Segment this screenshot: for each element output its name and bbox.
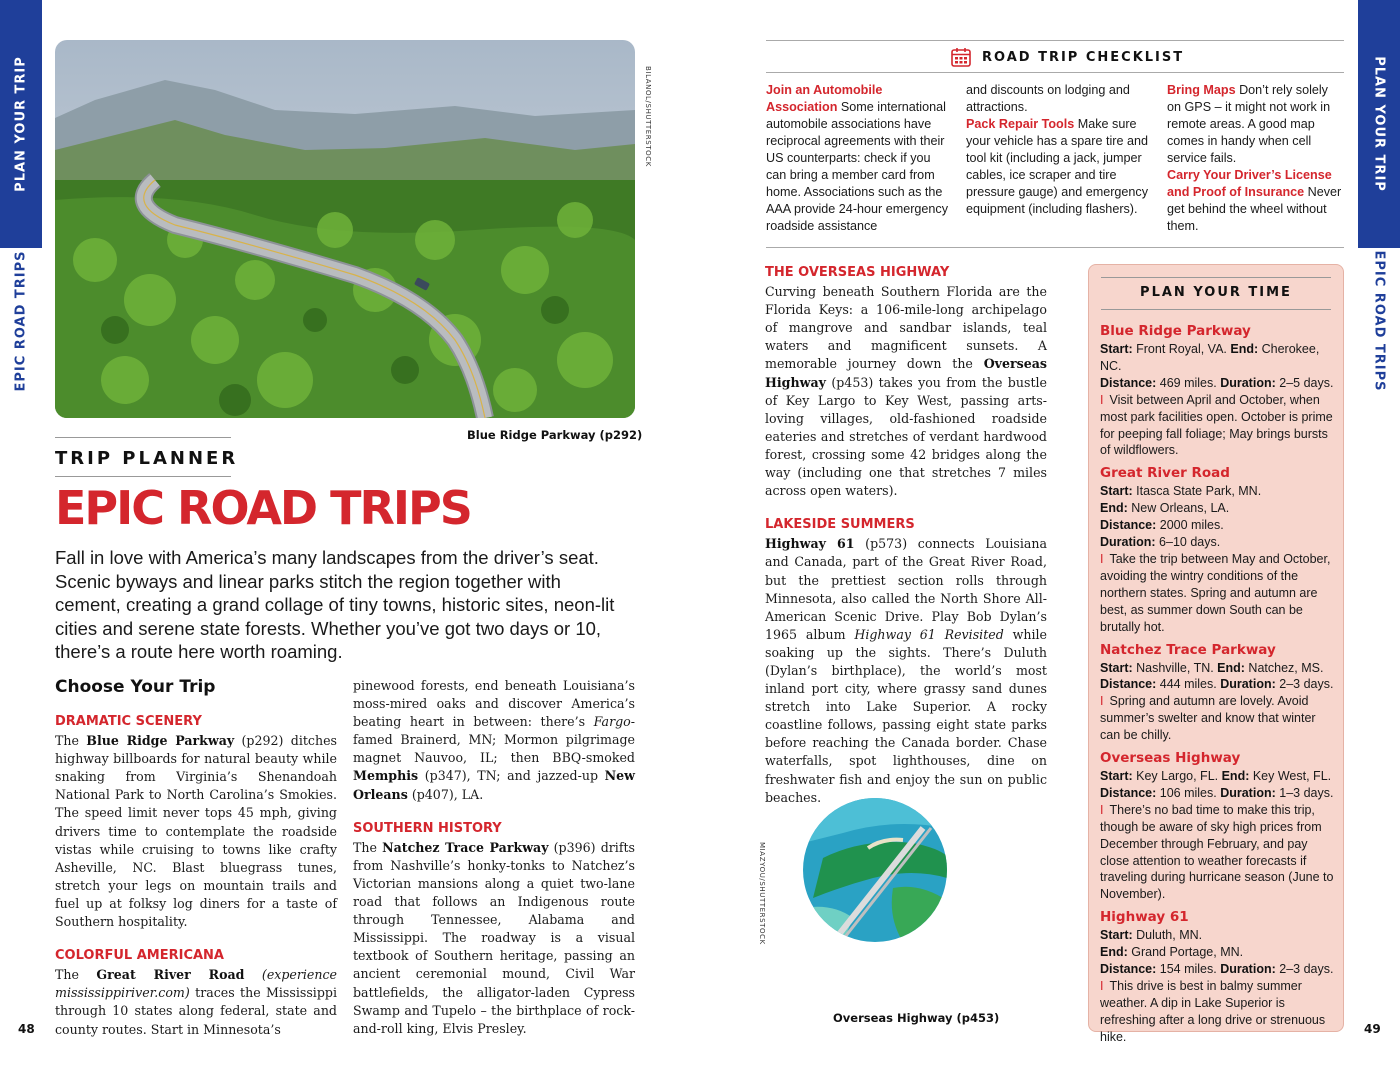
text: The [353,839,383,855]
album-title: Highway 61 Revisited [854,626,1004,642]
tab-label: PLAN YOUR TRIP [13,56,29,192]
text: (p347), TN; and jazzed-up [418,768,605,784]
tab-epic-road-trips-right [1358,248,1400,393]
value: Nashville, TN. [1132,660,1218,675]
page-title: EPIC ROAD TRIPS [55,481,471,535]
route-name: Great River Road [96,967,245,983]
plan-your-time-box [1088,264,1344,1044]
label: Distance: [1100,962,1157,977]
checklist-header [950,46,1184,68]
film-title: Fargo [593,714,631,730]
photo-blue-ridge-parkway [55,40,635,418]
label: End: [1100,501,1128,516]
choose-your-trip-heading: Choose Your Trip [55,677,216,697]
bullet-bar-icon: I [1100,694,1104,709]
subhead-dramatic-scenery: DRAMATIC SCENERY [55,714,202,729]
plan-entry [1100,321,1336,459]
tab-plan-your-trip-right [1358,0,1400,248]
plan-entry [1100,463,1336,635]
text: (p453) takes you from the bustle of Key Largo to Key West, passing arts-loving villages, old-fashioned roadside eateries and stretches of verdant hardwood forest, crossing some 42 bridges along the way (including one that stretches 7 miles across open waters). [765,374,1047,499]
plan-your-time-title: PLAN YOUR TIME [1140,285,1292,300]
tab-label: PLAN YOUR TRIP [1371,56,1387,192]
sidebar-rule-bottom [1101,309,1331,310]
place-name: Memphis [353,768,419,784]
text: (p292) ditches highway billboards for natural beauty while snaking from Virginia’s Shenandoah National Park to North Carolina’s Smokies. The speed limit never tops 45 mph, giving drivers time to contemplate the roadside vistas while cruising to towns like crafty Asheville, NC. Blast bluegrass tunes, stretch your legs on mountain trails and fuel up at folksy log diners for a taste of Southern hospitality. [55,733,337,930]
text: The [55,733,87,749]
tab-epic-road-trips-left [0,248,42,393]
text: Never get behind the wheel without them. [1167,185,1342,233]
value: Natchez, MS. [1244,660,1324,675]
keys-illustration [803,798,947,942]
text: Make sure your vehicle has a spare tire and tool kit (including a jack, jumper cables, ice scraper and tire pressure gauge) and emergency equipment (including flashers). [966,117,1149,216]
value: 106 miles. [1156,785,1221,800]
value: Grand Portage, MN. [1127,945,1244,960]
bullet-bar-icon: I [1100,802,1104,817]
plan-routes [1100,321,1336,1050]
value: Front Royal, VA. [1132,342,1231,356]
photo-caption-top: Blue Ridge Parkway (p292) [467,428,643,442]
value: Key West, FL. [1249,769,1332,784]
tab-label: EPIC ROAD TRIPS [1371,249,1387,392]
plan-entry [1100,907,1336,1045]
route-name: Highway 61 [765,536,855,552]
bullet-bar-icon: I [1100,392,1104,407]
value: 2–3 days. [1275,677,1334,692]
route-name: Overseas Highway [765,356,1047,390]
value: 469 miles. [1156,375,1221,390]
value: Duluth, MN. [1132,928,1203,943]
tab-label: EPIC ROAD TRIPS [13,249,29,392]
label: Start: [1100,769,1133,784]
label: End: [1230,342,1259,356]
column-1 [55,713,337,1039]
label: End: [1217,660,1245,675]
label: Distance: [1100,375,1157,390]
bullet-bar-icon: I [1100,979,1104,993]
route-title: Natchez Trace Parkway [1100,641,1276,658]
label: Duration: [1220,962,1276,977]
value: 6–10 days. [1155,535,1221,550]
website: (experience mississippiriver.com) [55,967,338,1001]
text: Some international automobile associations have reciprocal agreements with their US counterparts: check if you can bring a member card from home. Associations such as the AAA provide 24-hour emergency roadside assistance [766,100,949,233]
value: 2000 miles. [1156,518,1224,533]
column-3 [765,264,1047,807]
checklist-column-1 [766,82,949,235]
value: 154 miles. [1156,962,1221,977]
note: Spring and autumn are lovely. Avoid summer’s swelter and know that winter can be chilly. [1100,694,1316,743]
kicker-rule-bottom [55,476,231,477]
plan-entry [1100,640,1336,745]
text: while soaking up the sights. There’s Duluth (Dylan’s birthplace), the world’s most inland port city, where grassy sand dunes stretch into Lake Superior. A rocky coastline follows, passing eight state parks before reaching the Canada border. Chase waterfalls, spot lighthouses, dine on freshwater fish and enjoy the sun on public beaches. [765,626,1047,805]
photo-overseas-highway [803,798,947,942]
label: End: [1221,769,1250,784]
text: (p407), LA. [407,786,484,802]
note: Take the trip between May and October, avoiding the wintry conditions of the northern states. Spring and autumn are best, as summer down South can be brutally hot. [1100,551,1331,634]
checklist-item-heading: Join an Automobile Association [766,83,883,114]
intro-paragraph: Fall in love with America’s many landscapes from the driver’s seat. Scenic byways and linear parks stitch the region together with cement, creating a grand collage of tiny towns, historic sites, neon-lit cities and serene state forests. Whether you’ve got two days or 10, there’s a route here worth roaming. [55,547,615,662]
value: Cherokee, NC. [1100,342,1320,373]
subhead-overseas-highway: THE OVERSEAS HIGHWAY [765,265,950,280]
checklist-title: ROAD TRIP CHECKLIST [982,49,1185,65]
label: End: [1100,945,1128,960]
text: (p573) connects Louisiana and Canada, part of the Great River Road, but the prettiest section rolls through Minnesota, also called the North Shore All-American Scenic Drive. Play Bob Dylan’s 1965 album [765,536,1048,642]
text: traces the Mississippi through 10 states along federal, state and county routes. Start in Minnesota’s [55,985,337,1037]
value: Key Largo, FL. [1132,769,1222,784]
sidebar-rule-top [1101,277,1331,278]
label: Duration: [1220,677,1276,692]
photo-credit-top: BILANOL/SHUTTERSTOCK [644,66,652,167]
page-number-right: 49 [1364,1022,1381,1036]
label: Start: [1100,342,1133,356]
checklist-column-2 [966,82,1149,218]
route-title: Blue Ridge Parkway [1100,323,1251,339]
value: 2–3 days. [1275,962,1334,977]
route-title: Highway 61 [1100,909,1189,926]
label: Distance: [1100,677,1157,692]
text: and discounts on lodging and attractions. [966,83,1130,114]
route-title: Great River Road [1100,465,1230,482]
route-name: Natchez Trace Parkway [382,839,549,855]
checklist-rule-top [766,40,1344,41]
kicker: TRIP PLANNER [55,448,239,469]
parkway-illustration [55,40,635,418]
photo-credit-round: MIAZYOU/SHUTTERSTOCK [758,842,766,945]
text: Don’t rely solely on GPS – it might not work in remote areas. A good map comes in handy when cell service fails. [1167,83,1331,165]
plan-entry [1100,748,1336,903]
label: Start: [1100,484,1133,499]
checklist-item-heading: Pack Repair Tools [966,117,1075,131]
page-number-left: 48 [18,1022,35,1036]
text: The [55,967,97,983]
subhead-colorful-americana: COLORFUL AMERICANA [55,948,224,964]
value: New Orleans, LA. [1127,501,1230,516]
checklist-rule-bottom [766,247,1344,248]
value: Itasca State Park, MN. [1132,484,1262,499]
label: Distance: [1100,518,1157,533]
text: pinewood forests, end beneath Louisiana’s moss-mired oaks and discover America’s beating heart in between: there’s [353,678,635,730]
calendar-icon [950,46,972,68]
label: Duration: [1220,785,1276,800]
place-name: New Orleans [353,768,635,802]
label: Duration: [1220,375,1276,390]
bullet-bar-icon: I [1100,551,1104,566]
photo-caption-round: Overseas Highway (p453) [833,1011,1000,1025]
subhead-lakeside-summers: LAKESIDE SUMMERS [765,517,915,533]
note: This drive is best in balmy summer weather. A dip in Lake Superior is refreshing after a long drive or strenuous hike. [1100,979,1326,1044]
text: -famed Brainerd, MN; Mormon pilgrimage magnet Nauvoo, IL; then BBQ-smoked [353,714,635,766]
checklist-column-3 [1167,82,1343,235]
note: Visit between April and October, when most park facilities open. October is prime for peeping fall foliage; May brings bursts of wildflowers. [1100,392,1333,458]
checklist-item-heading: Carry Your Driver’s License and Proof of Insurance [1167,168,1332,199]
label: Duration: [1100,535,1156,550]
label: Distance: [1100,785,1157,800]
value: 2–5 days. [1275,375,1334,390]
route-title: Overseas Highway [1100,750,1241,767]
subhead-southern-history: SOUTHERN HISTORY [353,820,502,836]
label: Start: [1100,928,1133,943]
route-name: Blue Ridge Parkway [86,733,235,749]
tab-plan-your-trip-left [0,0,42,248]
text: (p396) drifts from Nashville’s honky-tonks to Natchez’s Victorian mansions along a quiet two-lane road that follows an Indigenous route through Tennessee, Alabama and Mississippi. The roadway is a visual textbook of Southern heritage, passing an ancient ceremonial mound, Civil War battlefields, the alligator-laden Cypress Swamp and Tupelo – the birthplace of rock-and-roll king, Elvis Presley. [353,839,635,1036]
checklist-item-heading: Bring Maps [1167,83,1236,97]
label: Start: [1100,660,1133,675]
value: 1–3 days. [1275,785,1334,800]
checklist-rule-mid [766,72,1344,73]
note: There’s no bad time to make this trip, though be aware of sky high prices from December through February, and pay close attention to weather forecasts if traveling during hurricane season (June to November). [1100,802,1334,902]
column-2 [353,677,635,1038]
text: Curving beneath Southern Florida are the Florida Keys: a 106-mile-long archipelago of mangrove and sandbar islands, teal waters and magnificent sunsets. A memorable journey down the [765,284,1047,372]
kicker-rule-top [55,437,231,438]
value: 444 miles. [1156,677,1221,692]
